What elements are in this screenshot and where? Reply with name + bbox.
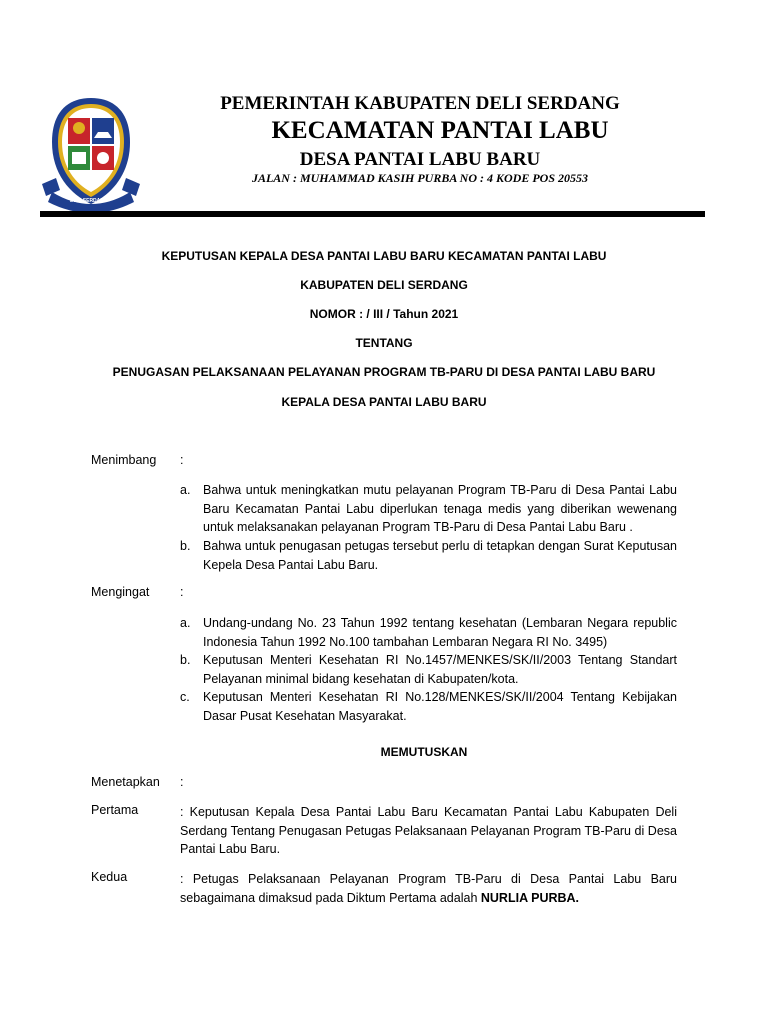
list-item [180, 481, 677, 537]
list-marker: a. [180, 616, 191, 630]
list-text: Undang-undang No. 23 Tahun 1992 tentang kesehatan (Lembaran Negara republic Indonesia Tahun 1992 No.100 tambahan Lembaran Negara RI No. 3495) [203, 616, 677, 649]
menetapkan-colon: : [180, 775, 184, 789]
list-marker: c. [180, 690, 190, 704]
deli-serdang-crest-icon [38, 92, 144, 218]
mengingat-label: Mengingat [91, 585, 150, 599]
pertama-label: Pertama [91, 803, 139, 817]
list-text: Bahwa untuk penugasan petugas tersebut perlu di tetapkan dengan Surat Keputusan Kepela Desa Pantai Labu Baru. [203, 539, 677, 572]
letterhead-divider [40, 211, 705, 217]
list-marker: b. [180, 653, 191, 667]
village-name: DESA PANTAI LABU BARU [299, 149, 541, 170]
address-line: JALAN : MUHAMMAD KASIH PURBA NO : 4 KODE POS 20553 [251, 171, 589, 185]
list-item [180, 688, 677, 725]
mengingat-colon: : [180, 585, 184, 599]
district-name: KECAMATAN PANTAI LABU [271, 117, 609, 144]
kedua-label: Kedua [91, 870, 128, 884]
pertama-text: : Keputusan Kepala Desa Pantai Labu Baru Kecamatan Pantai Labu Kabupaten Deli Serdang Tentang Penugasan Petugas Pelaksanaan Pelayanan Program TB-Paru di Desa Pantai Labu Baru. [180, 805, 677, 856]
list-item [180, 537, 677, 574]
list-text: Bahwa untuk meningkatkan mutu pelayanan Program TB-Paru di Desa Pantai Labu Baru Kecamatan Pantai Labu diperlukan tenaga medis yang diberikan wewenang untuk melaksanakan pelayanan Program TB-Paru di Desa Pantai Labu Baru . [203, 483, 677, 534]
decree-subject: PENUGASAN PELAKSANAAN PELAYANAN PROGRAM TB-PARU DI DESA PANTAI LABU BARU [112, 365, 656, 379]
list-marker: b. [180, 539, 191, 553]
menimbang-label: Menimbang [91, 453, 157, 467]
about-heading: TENTANG [355, 336, 413, 350]
memutuskan-heading: MEMUTUSKAN [380, 745, 468, 759]
decision-title: KEPUTUSAN KEPALA DESA PANTAI LABU BARU KECAMATAN PANTAI LABU [161, 249, 607, 263]
regency-title: KABUPATEN DELI SERDANG [300, 278, 468, 292]
list-item [180, 651, 677, 688]
menimbang-colon: : [180, 453, 184, 467]
decree-number: NOMOR : / III / Tahun 2021 [309, 307, 459, 321]
kedua-text: : Petugas Pelaksanaan Pelayanan Program TB-Paru di Desa Pantai Labu Baru sebagaimana dimaksud pada Diktum Pertama adalah [180, 872, 677, 905]
list-text: Keputusan Menteri Kesehatan RI No.128/MENKES/SK/II/2004 Tentang Kebijakan Dasar Pusat Kesehatan Masyarakat. [203, 690, 677, 723]
official-title: KEPALA DESA PANTAI LABU BARU [281, 395, 487, 409]
list-text: Keputusan Menteri Kesehatan RI No.1457/MENKES/SK/II/2003 Tentang Standart Pelayanan minimal bidang kesehatan di Kabupaten/kota. [203, 653, 677, 686]
logo-text: DELI SERDANG [70, 198, 108, 204]
kedua-paragraph [180, 870, 677, 907]
menetapkan-label: Menetapkan [91, 775, 160, 789]
assigned-officer-name: NURLIA PURBA. [480, 890, 580, 905]
list-marker: a. [180, 483, 191, 497]
government-name: PEMERINTAH KABUPATEN DELI SERDANG [220, 93, 620, 114]
list-item [180, 614, 677, 651]
